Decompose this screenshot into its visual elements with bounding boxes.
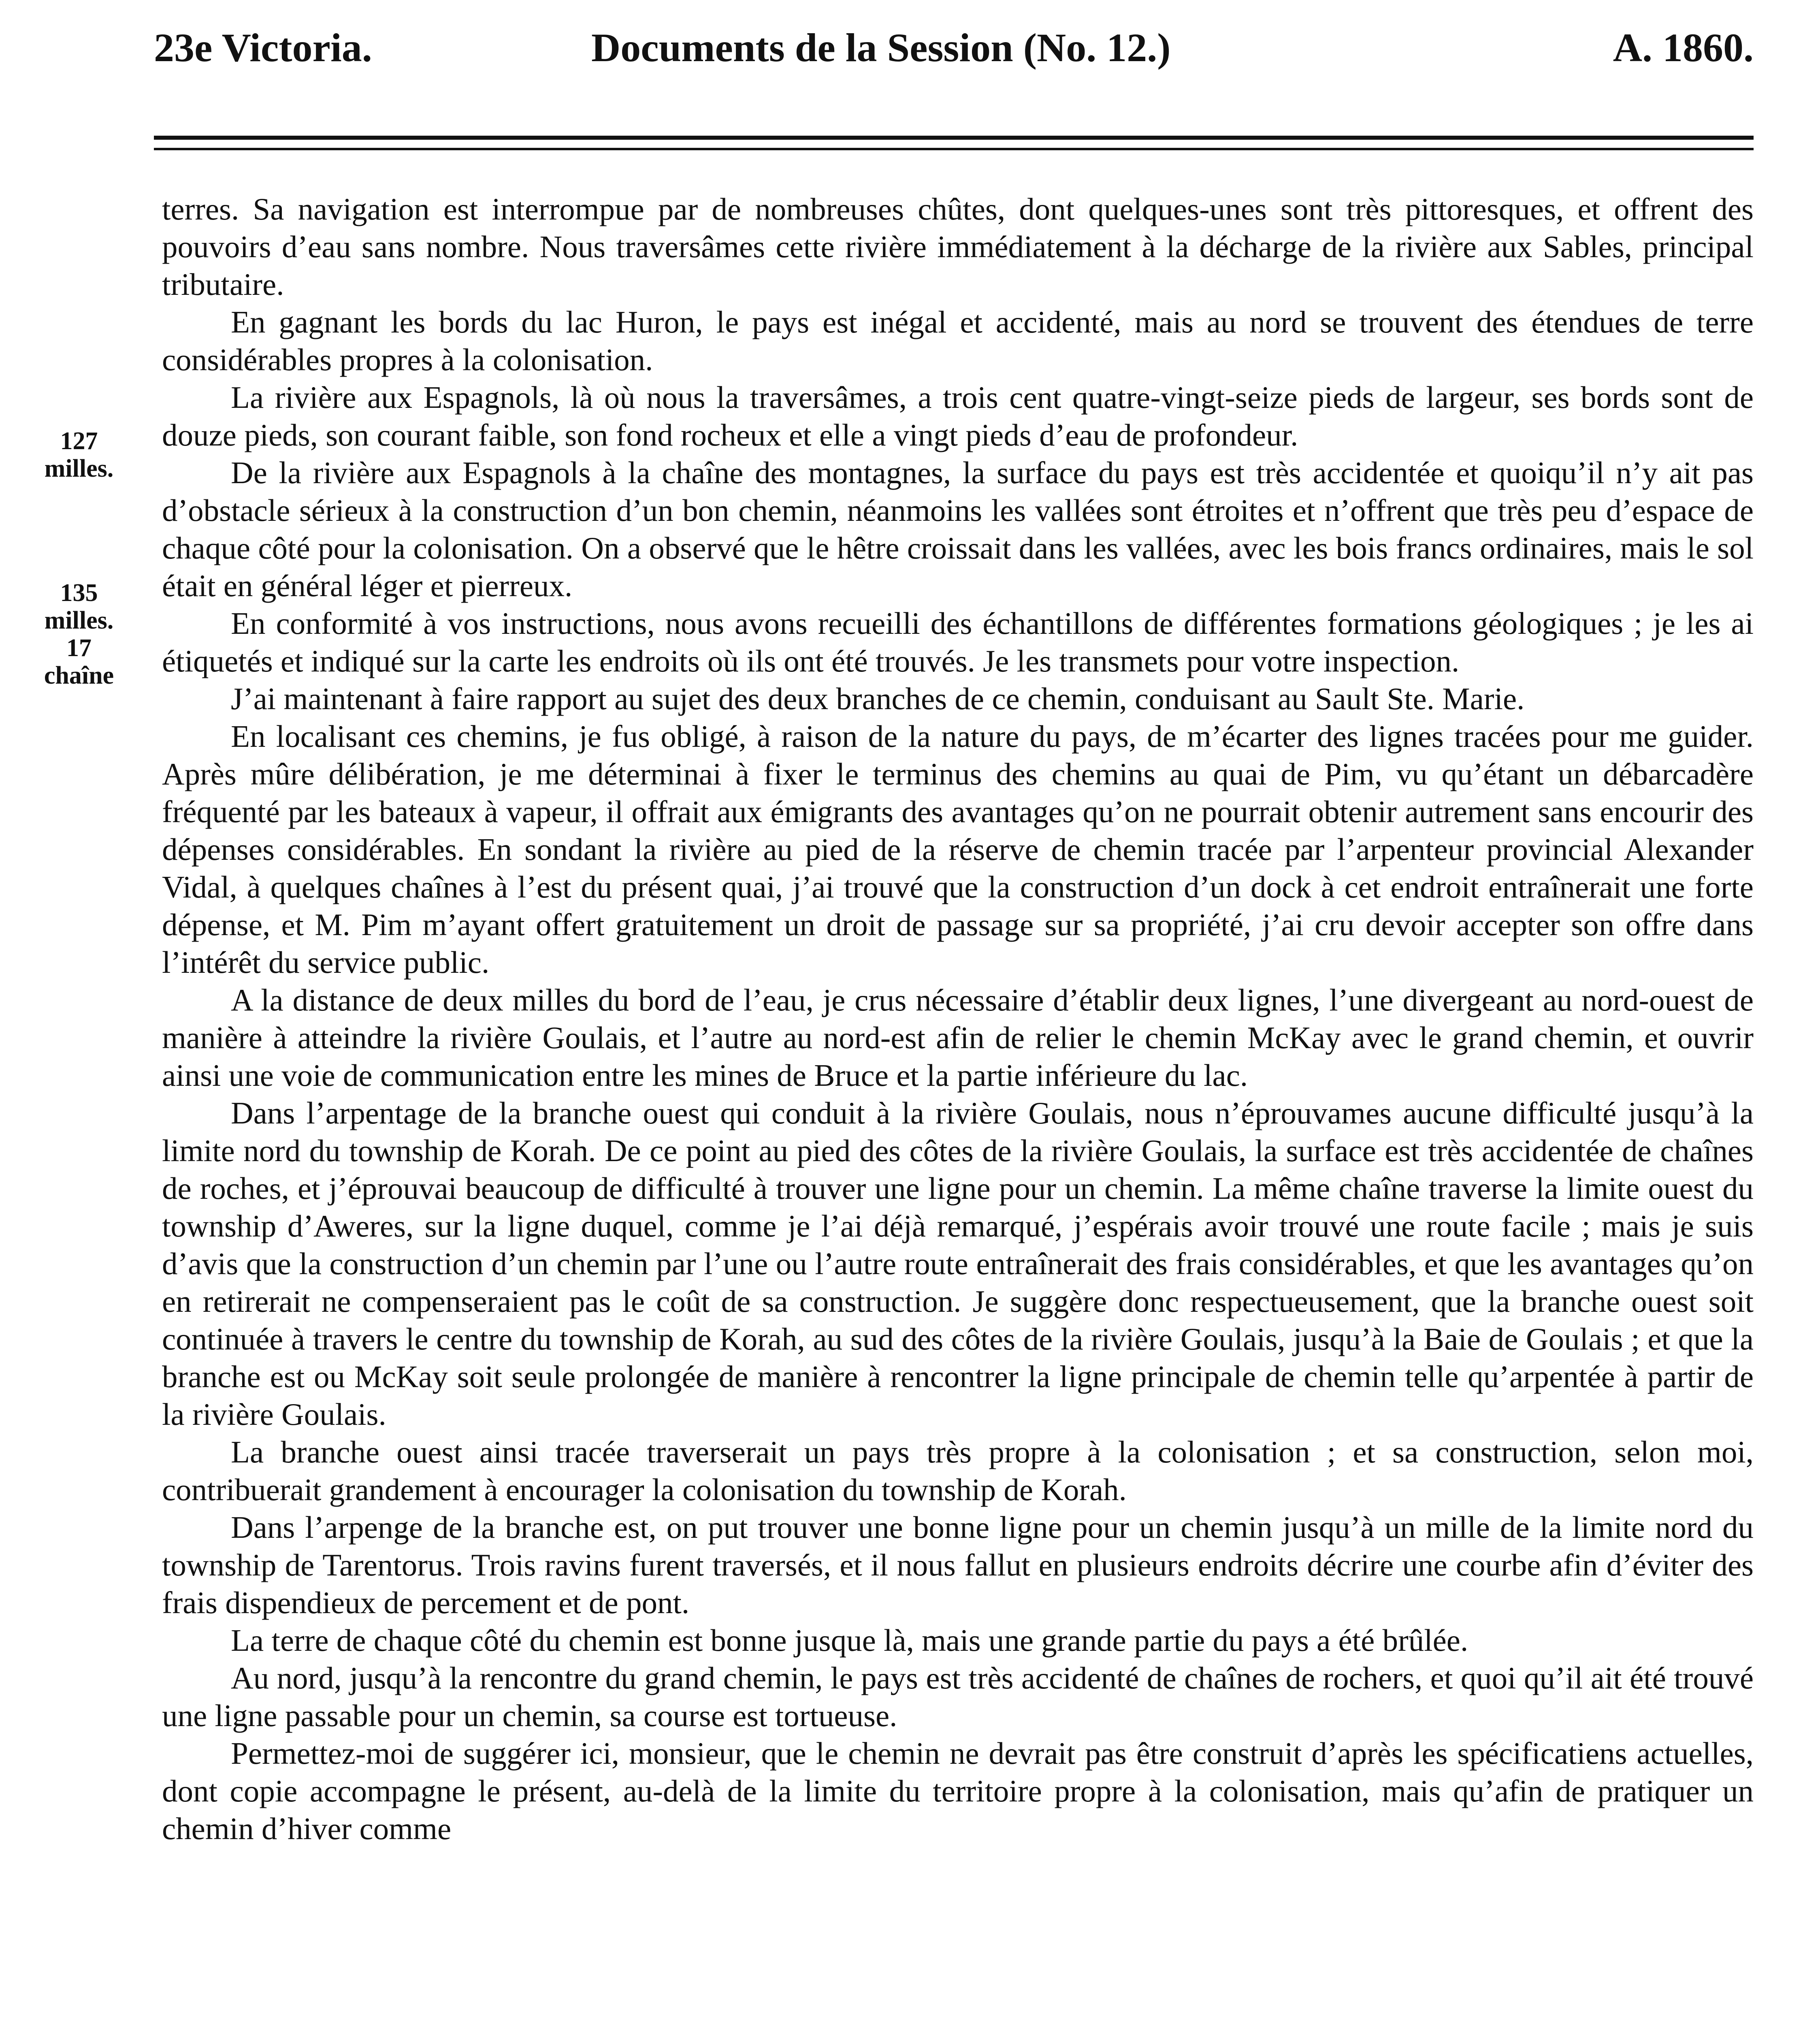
paragraph: Dans l’arpenge de la branche est, on put trouver une bonne ligne pour un chemin jusqu’à un mille de la limite nord du township de Tarentorus. Trois ravins furent traversés, et il nous fallut en plusieurs endroits décrire une courbe afin d’éviter des frais dispendieux de percement et de pont. <box>162 1510 1754 1620</box>
margin-note-number: 17 <box>66 634 92 662</box>
paragraph: En conformité à vos instructions, nous avons recueilli des échantillons de différentes formations géologiques ; je les ai étiquetés et indiqué sur la carte les endroits où ils ont été trouvés. Je les transmets pour votre inspection. <box>162 606 1754 678</box>
paragraph: En localisant ces chemins, je fus obligé, à raison de la nature du pays, de m’écarter des lignes tracées pour me guider. Après mûre délibération, je me déterminai à fixer le terminus des chemins au quai de Pim, vu qu’étant un débarcadère fréquenté par les bateaux à vapeur, il offrait aux émigrants des avantages qu’on ne pourrait obtenir autrement sans encourir des dépenses considérables. En sondant la rivière au pied de la réserve de chemin tracée par l’arpenteur provincial Alexander Vidal, à quelques chaînes à l’est du présent quai, j’ai trouvé que la construction d’un dock à cet endroit entraînerait une forte dépense, et M. Pim m’ayant offert gratuitement un droit de passage sur sa propriété, j’ai cru devoir accepter son offre dans l’intérêt du service public. <box>162 719 1754 980</box>
margin-note-number: 135 <box>60 579 98 607</box>
body-text <box>162 190 1754 2025</box>
paragraph: De la rivière aux Espagnols à la chaîne des montagnes, la surface du pays est très accidentée et quoiqu’il n’y ait pas d’obstacle sérieux à la construction d’un bon chemin, néanmoins les vallées sont étroites et n’offrent que très peu d’espace de chaque côté pour la colonisation. On a observé que le hêtre croissait dans les vallées, avec les bois francs ordinaires, mais le sol était en général léger et pierreux. <box>162 455 1754 603</box>
margin-note-unit: milles. <box>44 455 114 482</box>
margin-note-number: 127 <box>60 427 98 455</box>
margin-note-unit: milles. <box>44 607 114 634</box>
paragraph: La rivière aux Espagnols, là où nous la traversâmes, a trois cent quatre-vingt-seize pieds de largeur, ses bords sont de douze pieds, son courant faible, son fond rocheux et elle a vingt pieds d’eau de profondeur. <box>162 380 1754 452</box>
paragraph: Dans l’arpentage de la branche ouest qui conduit à la rivière Goulais, nous n’éprouvames aucune difficulté jusqu’à la limite nord du township de Korah. De ce point au pied des côtes de la rivière Goulais, la surface est très accidentée de chaînes de roches, et j’éprouvai beaucoup de difficulté à trouver une ligne pour un chemin. La même chaîne traverse la limite ouest du township d’Aweres, sur la ligne duquel, comme je l’ai déjà remarqué, j’espérais avoir trouvé une route facile ; mais je suis d’avis que la construction d’un chemin par l’une ou l’autre route entraînerait des frais considérables, et que les avantages qu’on en retirerait ne compenseraient pas le coût de sa construction. Je suggère donc respectueusement, que la branche ouest soit continuée à travers le centre du township de Korah, au sud des côtes de la rivière Goulais, jusqu’à la Baie de Goulais ; et que la branche est ou McKay soit seule prolongée de manière à rencontrer la ligne principale de chemin telle qu’arpentée à partir de la rivière Goulais. <box>162 1096 1754 1432</box>
paragraph: A la distance de deux milles du bord de l’eau, je crus nécessaire d’établir deux lignes, l’une divergeant au nord-ouest de manière à atteindre la rivière Goulais, et l’autre au nord-est afin de relier le chemin McKay avec le grand chemin, et ouvrir ainsi une voie de communication entre les mines de Bruce et la partie inférieure du lac. <box>162 983 1754 1093</box>
paragraph: En gagnant les bords du lac Huron, le pays est inégal et accidenté, mais au nord se trouvent des étendues de terre considérables propres à la colonisation. <box>162 305 1754 377</box>
paragraph: J’ai maintenant à faire rapport au sujet des deux branches de ce chemin, conduisant au Sault Ste. Marie. <box>231 681 1525 716</box>
paragraph: Au nord, jusqu’à la rencontre du grand chemin, le pays est très accidenté de chaînes de rochers, et quoi qu’il ait été trouvé une ligne passable pour un chemin, sa course est tortueuse. <box>162 1660 1754 1733</box>
margin-note-unit: chaîne <box>44 662 114 689</box>
paragraph: La terre de chaque côté du chemin est bonne jusque là, mais une grande partie du pays a été brûlée. <box>231 1623 1468 1658</box>
paragraph: La branche ouest ainsi tracée traverserait un pays très propre à la colonisation ; et sa construction, selon moi, contribuerait grandement à encourager la colonisation du township de Korah. <box>162 1435 1754 1507</box>
paragraph: terres. Sa navigation est interrompue par de nombreuses chûtes, dont quelques-unes sont très pittoresques, et offrent des pouvoirs d’eau sans nombre. Nous traversâmes cette rivière immédiatement à la décharge de la rivière aux Sables, principal tributaire. <box>162 192 1754 302</box>
paragraph: Permettez-moi de suggérer ici, monsieur, que le chemin ne devrait pas être construit d’après les spécificatiens actuelles, dont copie accompagne le présent, au-delà de la limite du territoire propre à la colonisation, mais qu’afin de pratiquer un chemin d’hiver comme <box>162 1736 1754 1846</box>
header-left: 23e Victoria. <box>154 25 372 70</box>
page-header <box>154 24 1754 105</box>
header-right: A. 1860. <box>1613 25 1754 70</box>
margin-note-135-milles <box>0 579 158 689</box>
header-center: Documents de la Session (No. 12.) <box>591 25 1171 70</box>
margin-note-127-milles <box>0 427 158 482</box>
header-rule-bottom <box>154 148 1754 150</box>
header-rule-top <box>154 136 1754 140</box>
